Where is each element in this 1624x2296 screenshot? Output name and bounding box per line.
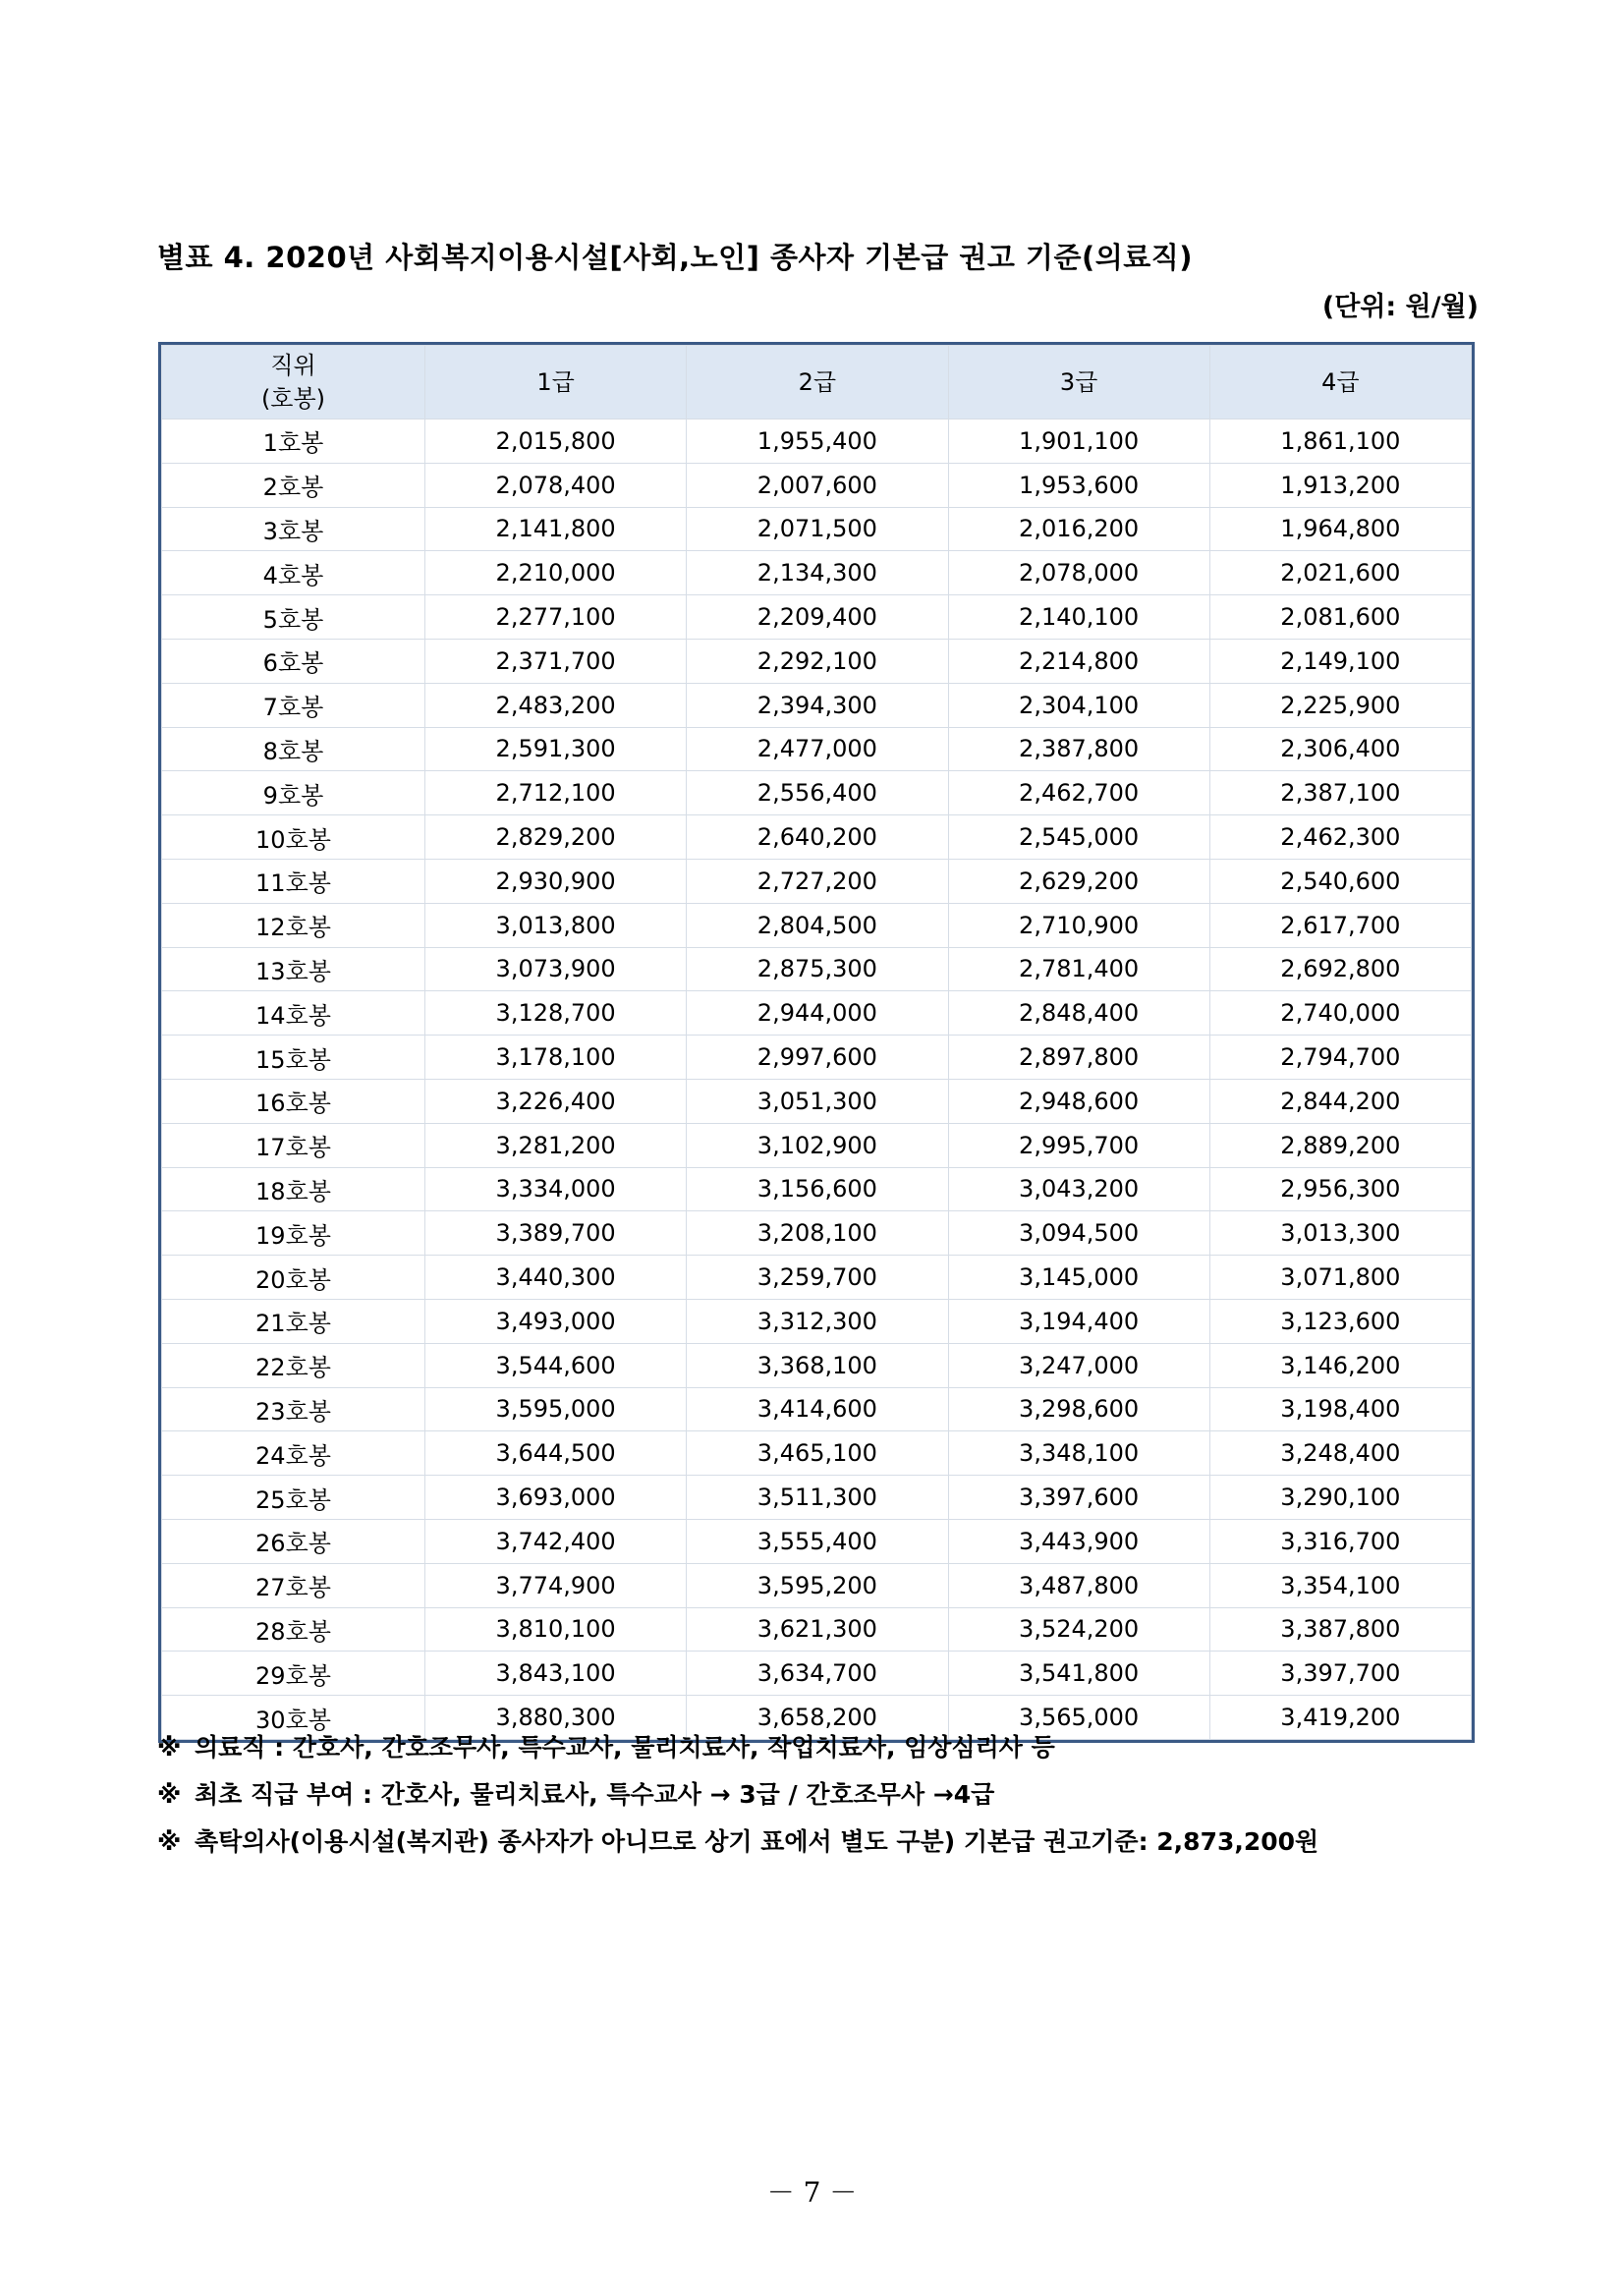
page-number: － 7 －: [766, 2176, 858, 2209]
step-cell: 30호봉: [162, 1696, 425, 1740]
note-text: 촉탁의사(이용시설(복지관) 종사자가 아니므로 상기 표에서 별도 구분) 기본급 권고기준: 2,873,200원: [195, 1827, 1319, 1856]
salary-cell-grade-2: 2,394,300: [687, 683, 948, 727]
salary-cell-grade-3: 3,145,000: [948, 1256, 1209, 1300]
salary-cell-grade-3: 2,016,200: [948, 507, 1209, 551]
salary-cell-grade-4: 3,146,200: [1209, 1343, 1471, 1387]
table-row: [162, 1343, 1472, 1387]
salary-cell-grade-4: 3,071,800: [1209, 1256, 1471, 1300]
salary-cell-grade-4: 2,956,300: [1209, 1167, 1471, 1211]
salary-cell-grade-3: 1,953,600: [948, 463, 1209, 507]
salary-table-container: [158, 342, 1475, 1743]
salary-cell-grade-4: 1,861,100: [1209, 420, 1471, 464]
salary-cell-grade-2: 2,944,000: [687, 991, 948, 1036]
salary-cell-grade-4: 3,248,400: [1209, 1431, 1471, 1476]
salary-cell-grade-3: 2,781,400: [948, 947, 1209, 991]
salary-cell-grade-4: 3,387,800: [1209, 1607, 1471, 1652]
table-row: [162, 947, 1472, 991]
table-row: [162, 551, 1472, 595]
table-row: [162, 1167, 1472, 1211]
salary-cell-grade-4: 2,692,800: [1209, 947, 1471, 991]
salary-cell-grade-4: 2,462,300: [1209, 815, 1471, 860]
salary-cell-grade-2: 2,134,300: [687, 551, 948, 595]
salary-cell-grade-3: 2,078,000: [948, 551, 1209, 595]
salary-cell-grade-3: 2,304,100: [948, 683, 1209, 727]
salary-cell-grade-3: 2,140,100: [948, 595, 1209, 640]
note-mark: ※: [157, 1733, 182, 1762]
salary-cell-grade-1: 2,078,400: [425, 463, 687, 507]
salary-cell-grade-2: 2,007,600: [687, 463, 948, 507]
salary-cell-grade-3: 3,443,900: [948, 1519, 1209, 1563]
salary-cell-grade-1: 2,829,200: [425, 815, 687, 860]
step-cell: 18호봉: [162, 1167, 425, 1211]
salary-cell-grade-3: 2,387,800: [948, 727, 1209, 771]
salary-cell-grade-1: 3,544,600: [425, 1343, 687, 1387]
salary-cell-grade-1: 3,281,200: [425, 1123, 687, 1167]
salary-cell-grade-4: 2,021,600: [1209, 551, 1471, 595]
salary-cell-grade-1: 3,880,300: [425, 1696, 687, 1740]
step-cell: 23호봉: [162, 1387, 425, 1431]
step-cell: 11호봉: [162, 859, 425, 903]
salary-cell-grade-4: 2,081,600: [1209, 595, 1471, 640]
salary-cell-grade-2: 3,414,600: [687, 1387, 948, 1431]
salary-cell-grade-2: 3,634,700: [687, 1652, 948, 1696]
salary-cell-grade-2: 2,804,500: [687, 903, 948, 947]
salary-cell-grade-1: 3,128,700: [425, 991, 687, 1036]
salary-cell-grade-1: 3,810,100: [425, 1607, 687, 1652]
header-position-step: [162, 346, 425, 420]
salary-cell-grade-4: 3,290,100: [1209, 1476, 1471, 1520]
table-row: [162, 1387, 1472, 1431]
table-row: [162, 463, 1472, 507]
salary-cell-grade-1: 3,742,400: [425, 1519, 687, 1563]
step-cell: 12호봉: [162, 903, 425, 947]
salary-cell-grade-4: 2,540,600: [1209, 859, 1471, 903]
salary-cell-grade-4: 2,844,200: [1209, 1079, 1471, 1123]
header-grade-3: 3급: [948, 346, 1209, 420]
table-row: [162, 727, 1472, 771]
salary-cell-grade-1: 3,843,100: [425, 1652, 687, 1696]
table-row: [162, 991, 1472, 1036]
table-row: [162, 1036, 1472, 1080]
salary-cell-grade-1: 3,334,000: [425, 1167, 687, 1211]
table-row: [162, 1519, 1472, 1563]
salary-cell-grade-2: 2,071,500: [687, 507, 948, 551]
salary-cell-grade-1: 3,693,000: [425, 1476, 687, 1520]
salary-cell-grade-3: 3,541,800: [948, 1652, 1209, 1696]
step-cell: 16호봉: [162, 1079, 425, 1123]
document-title: 별표 4. 2020년 사회복지이용시설[사회,노인] 종사자 기본급 권고 기준(의료직): [157, 241, 1194, 274]
salary-cell-grade-3: 3,247,000: [948, 1343, 1209, 1387]
salary-cell-grade-4: 2,149,100: [1209, 639, 1471, 683]
table-row: [162, 507, 1472, 551]
salary-cell-grade-4: 1,964,800: [1209, 507, 1471, 551]
salary-cell-grade-4: 3,123,600: [1209, 1299, 1471, 1343]
salary-cell-grade-1: 3,389,700: [425, 1211, 687, 1256]
salary-cell-grade-1: 2,277,100: [425, 595, 687, 640]
note-initial-grade: [157, 1771, 1318, 1819]
salary-cell-grade-1: 3,178,100: [425, 1036, 687, 1080]
step-cell: 4호봉: [162, 551, 425, 595]
salary-cell-grade-2: 2,209,400: [687, 595, 948, 640]
salary-cell-grade-4: 2,617,700: [1209, 903, 1471, 947]
salary-cell-grade-2: 3,555,400: [687, 1519, 948, 1563]
table-row: [162, 1476, 1472, 1520]
note-medical-roles: [157, 1724, 1318, 1771]
salary-cell-grade-4: 3,397,700: [1209, 1652, 1471, 1696]
salary-cell-grade-3: 2,948,600: [948, 1079, 1209, 1123]
header-grade-2: 2급: [687, 346, 948, 420]
table-row: [162, 815, 1472, 860]
notes-section: [157, 1724, 1318, 1866]
salary-cell-grade-4: 2,387,100: [1209, 771, 1471, 815]
salary-cell-grade-3: 3,094,500: [948, 1211, 1209, 1256]
salary-cell-grade-3: 1,901,100: [948, 420, 1209, 464]
salary-cell-grade-4: 3,354,100: [1209, 1563, 1471, 1607]
salary-cell-grade-4: 3,316,700: [1209, 1519, 1471, 1563]
step-cell: 1호봉: [162, 420, 425, 464]
step-cell: 27호봉: [162, 1563, 425, 1607]
step-cell: 14호봉: [162, 991, 425, 1036]
step-cell: 3호봉: [162, 507, 425, 551]
table-row: [162, 683, 1472, 727]
salary-cell-grade-2: 3,156,600: [687, 1167, 948, 1211]
salary-cell-grade-2: 2,997,600: [687, 1036, 948, 1080]
header-position-label: 직위: [270, 352, 316, 379]
step-cell: 26호봉: [162, 1519, 425, 1563]
table-row: [162, 1431, 1472, 1476]
salary-cell-grade-3: 3,487,800: [948, 1563, 1209, 1607]
salary-cell-grade-1: 3,774,900: [425, 1563, 687, 1607]
salary-cell-grade-1: 3,440,300: [425, 1256, 687, 1300]
salary-cell-grade-3: 3,348,100: [948, 1431, 1209, 1476]
salary-cell-grade-1: 3,493,000: [425, 1299, 687, 1343]
salary-cell-grade-2: 2,875,300: [687, 947, 948, 991]
salary-cell-grade-2: 2,477,000: [687, 727, 948, 771]
unit-label: (단위: 원/월): [1321, 292, 1479, 322]
salary-cell-grade-2: 3,102,900: [687, 1123, 948, 1167]
header-step-label: (호봉): [260, 385, 326, 413]
salary-cell-grade-2: 3,368,100: [687, 1343, 948, 1387]
salary-cell-grade-4: 2,740,000: [1209, 991, 1471, 1036]
salary-cell-grade-2: 3,259,700: [687, 1256, 948, 1300]
step-cell: 9호봉: [162, 771, 425, 815]
salary-cell-grade-2: 2,640,200: [687, 815, 948, 860]
salary-cell-grade-1: 3,073,900: [425, 947, 687, 991]
salary-cell-grade-2: 3,658,200: [687, 1696, 948, 1740]
salary-cell-grade-4: 2,889,200: [1209, 1123, 1471, 1167]
note-mark: ※: [157, 1780, 182, 1809]
note-contract-doctor: [157, 1819, 1318, 1866]
salary-cell-grade-4: 1,913,200: [1209, 463, 1471, 507]
salary-cell-grade-2: 3,208,100: [687, 1211, 948, 1256]
salary-cell-grade-3: 3,298,600: [948, 1387, 1209, 1431]
salary-cell-grade-1: 2,371,700: [425, 639, 687, 683]
salary-cell-grade-3: 2,214,800: [948, 639, 1209, 683]
step-cell: 8호봉: [162, 727, 425, 771]
salary-cell-grade-3: 3,043,200: [948, 1167, 1209, 1211]
salary-cell-grade-1: 3,226,400: [425, 1079, 687, 1123]
salary-table: [161, 345, 1472, 1740]
step-cell: 17호봉: [162, 1123, 425, 1167]
salary-cell-grade-2: 3,051,300: [687, 1079, 948, 1123]
note-text: 의료직 : 간호사, 간호조무사, 특수교사, 물리치료사, 작업치료사, 임상심리사 등: [195, 1733, 1055, 1762]
salary-cell-grade-3: 3,524,200: [948, 1607, 1209, 1652]
table-row: [162, 903, 1472, 947]
salary-cell-grade-1: 2,210,000: [425, 551, 687, 595]
salary-cell-grade-1: 3,595,000: [425, 1387, 687, 1431]
salary-cell-grade-2: 3,511,300: [687, 1476, 948, 1520]
table-row: [162, 420, 1472, 464]
salary-cell-grade-1: 2,141,800: [425, 507, 687, 551]
salary-cell-grade-1: 3,644,500: [425, 1431, 687, 1476]
table-row: [162, 1211, 1472, 1256]
table-row: [162, 1299, 1472, 1343]
salary-cell-grade-3: 2,710,900: [948, 903, 1209, 947]
salary-cell-grade-4: 3,198,400: [1209, 1387, 1471, 1431]
salary-cell-grade-1: 3,013,800: [425, 903, 687, 947]
salary-cell-grade-4: 2,794,700: [1209, 1036, 1471, 1080]
table-row: [162, 595, 1472, 640]
table-row: [162, 771, 1472, 815]
salary-cell-grade-3: 2,462,700: [948, 771, 1209, 815]
header-grade-1: 1급: [425, 346, 687, 420]
step-cell: 28호봉: [162, 1607, 425, 1652]
salary-cell-grade-2: 2,556,400: [687, 771, 948, 815]
salary-cell-grade-1: 2,712,100: [425, 771, 687, 815]
salary-cell-grade-3: 2,897,800: [948, 1036, 1209, 1080]
step-cell: 7호봉: [162, 683, 425, 727]
salary-cell-grade-3: 2,545,000: [948, 815, 1209, 860]
salary-cell-grade-3: 2,848,400: [948, 991, 1209, 1036]
salary-cell-grade-4: 2,306,400: [1209, 727, 1471, 771]
table-header-row: [162, 346, 1472, 420]
step-cell: 21호봉: [162, 1299, 425, 1343]
salary-cell-grade-1: 2,015,800: [425, 420, 687, 464]
salary-cell-grade-1: 2,930,900: [425, 859, 687, 903]
salary-cell-grade-2: 1,955,400: [687, 420, 948, 464]
step-cell: 25호봉: [162, 1476, 425, 1520]
header-grade-4: 4급: [1209, 346, 1471, 420]
salary-cell-grade-2: 3,621,300: [687, 1607, 948, 1652]
table-row: [162, 639, 1472, 683]
step-cell: 5호봉: [162, 595, 425, 640]
note-text: 최초 직급 부여 : 간호사, 물리치료사, 특수교사 → 3급 / 간호조무사 →4급: [195, 1780, 995, 1809]
step-cell: 20호봉: [162, 1256, 425, 1300]
table-row: [162, 1256, 1472, 1300]
salary-cell-grade-2: 3,312,300: [687, 1299, 948, 1343]
step-cell: 19호봉: [162, 1211, 425, 1256]
salary-cell-grade-2: 2,727,200: [687, 859, 948, 903]
table-row: [162, 1079, 1472, 1123]
step-cell: 10호봉: [162, 815, 425, 860]
table-row: [162, 1607, 1472, 1652]
salary-cell-grade-2: 3,595,200: [687, 1563, 948, 1607]
step-cell: 13호봉: [162, 947, 425, 991]
salary-cell-grade-1: 2,591,300: [425, 727, 687, 771]
salary-cell-grade-4: 3,013,300: [1209, 1211, 1471, 1256]
table-row: [162, 1652, 1472, 1696]
table-row: [162, 1563, 1472, 1607]
table-body: [162, 420, 1472, 1740]
table-row: [162, 1123, 1472, 1167]
step-cell: 29호봉: [162, 1652, 425, 1696]
step-cell: 15호봉: [162, 1036, 425, 1080]
note-mark: ※: [157, 1827, 182, 1856]
step-cell: 22호봉: [162, 1343, 425, 1387]
step-cell: 24호봉: [162, 1431, 425, 1476]
table-row: [162, 859, 1472, 903]
salary-cell-grade-2: 2,292,100: [687, 639, 948, 683]
salary-cell-grade-3: 2,995,700: [948, 1123, 1209, 1167]
salary-cell-grade-3: 3,397,600: [948, 1476, 1209, 1520]
salary-cell-grade-4: 3,419,200: [1209, 1696, 1471, 1740]
salary-cell-grade-3: 3,565,000: [948, 1696, 1209, 1740]
salary-cell-grade-4: 2,225,900: [1209, 683, 1471, 727]
salary-cell-grade-1: 2,483,200: [425, 683, 687, 727]
step-cell: 2호봉: [162, 463, 425, 507]
step-cell: 6호봉: [162, 639, 425, 683]
salary-cell-grade-3: 2,629,200: [948, 859, 1209, 903]
salary-cell-grade-2: 3,465,100: [687, 1431, 948, 1476]
salary-cell-grade-3: 3,194,400: [948, 1299, 1209, 1343]
